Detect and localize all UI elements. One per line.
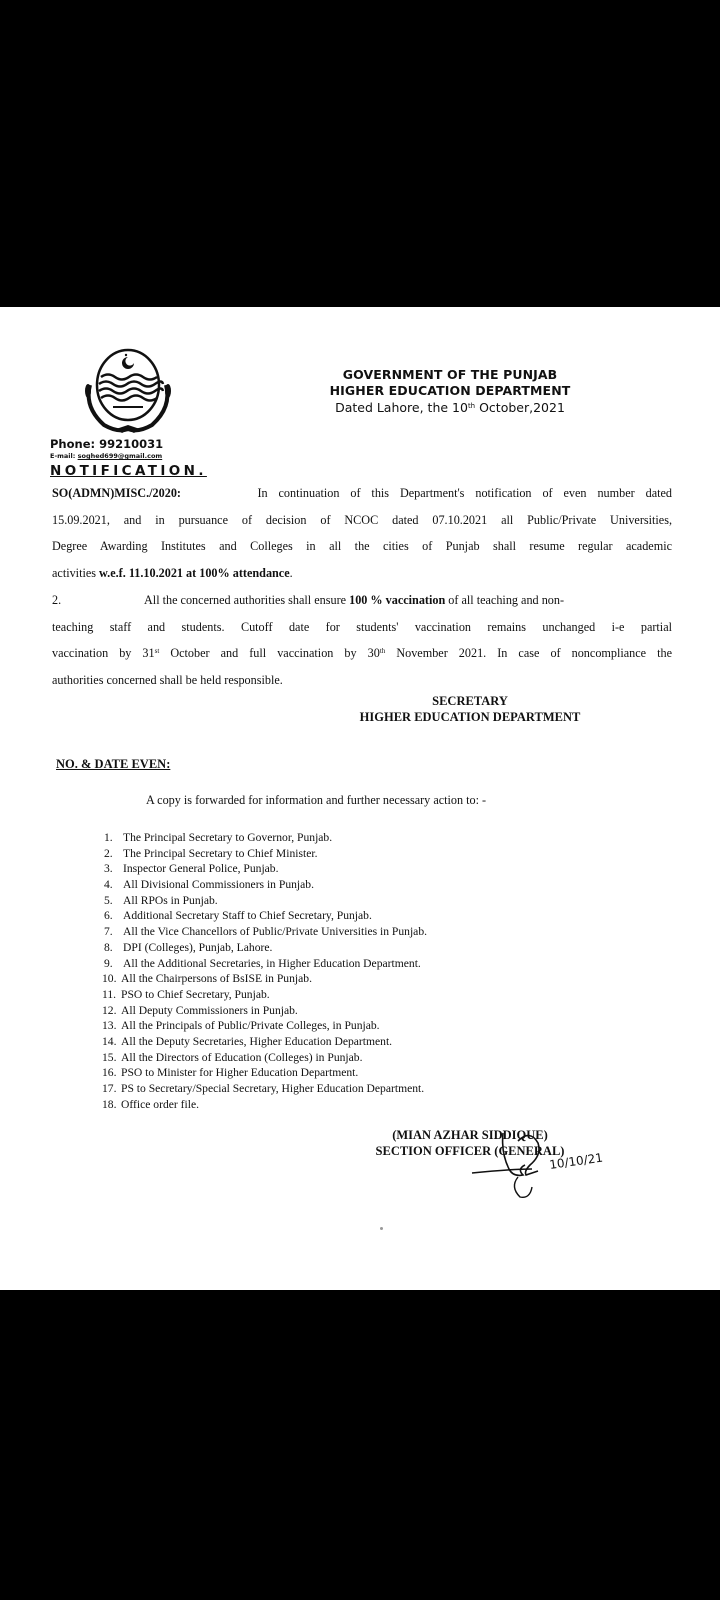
signatory-block [350,1127,590,1159]
dated-prefix: Dated Lahore, the 10 [335,400,468,415]
para1-line1 [52,480,672,507]
recipient-number: 8. [104,940,113,954]
recipient-number: 16. [102,1066,117,1080]
recipient-text: Inspector General Police, Punjab. [123,862,279,876]
recipient-number: 11. [102,987,117,1001]
recipient-item [104,1065,427,1081]
recipient-item [104,1003,427,1019]
recipient-number: 7. [104,925,113,939]
recipient-list [104,830,427,1112]
email-link[interactable]: soghed699@gmail.com [77,452,163,460]
recipient-item [104,924,427,940]
letterhead-department: HIGHER EDUCATION DEPARTMENT [329,383,571,398]
recipient-number: 12. [102,1003,117,1017]
para2-line4: authorities concerned shall be held responsible. [52,672,283,687]
para2-line3 [52,640,672,667]
para1-line3: Degree Awarding Institutes and Colleges in all the cities of Punjab shall resume regular academic [52,539,672,553]
para2-line1 [52,587,672,614]
para2-sup1: st [154,647,160,655]
recipient-item [104,956,427,972]
recipient-item [104,1081,427,1097]
recipient-number: 17. [102,1082,117,1095]
signatory-name: (MIAN AZHAR SIDDIQUE) [392,1128,548,1142]
signatory-title: SECTION OFFICER (GENERAL) [375,1144,565,1158]
recipient-item [104,893,427,909]
phone-number: Phone: 99210031 [50,437,164,451]
recipient-item [104,877,427,893]
email-label: E-mail: [50,452,78,460]
recipient-item [104,861,427,877]
recipient-text: All the Vice Chancellors of Public/Private Universities in Punjab. [123,925,428,939]
notification-title: NOTIFICATION. [50,463,207,479]
para1-line4-plain: activities [52,565,100,580]
para2-line3-c: November 2021. In case of noncompliance the [385,646,673,660]
recipient-item [104,1034,427,1050]
recipient-item [104,830,427,846]
recipient-number: 4. [104,878,113,892]
para2-line3-a: vaccination by 31 [52,646,155,660]
dated-line [300,399,600,417]
recipient-item [104,846,427,862]
recipient-text: All the Principals of Public/Private Colleges, in Punjab. [121,1019,380,1033]
punjab-emblem-logo [76,345,180,437]
para1-line4-end: . [289,565,293,580]
paragraph-2 [52,587,672,693]
recipient-number: 10. [102,972,117,986]
recipient-text: All the Deputy Secretaries, Higher Education Department. [121,1034,393,1048]
secretary-department: HIGHER EDUCATION DEPARTMENT [359,710,581,724]
recipient-text: All Divisional Commissioners in Punjab. [123,878,314,892]
letterhead [300,367,600,417]
recipient-text: All RPOs in Punjab. [123,893,218,907]
paragraph-1 [52,480,672,586]
recipient-text: DPI (Colleges), Punjab, Lahore. [123,940,273,954]
para2-line3-b: October and full vaccination by 30 [159,646,380,660]
recipient-text: All the Chairpersons of BsISE in Punjab. [121,972,312,986]
copy-forwarded-text: A copy is forwarded for information and further necessary action to: - [146,793,487,807]
secretary-block [320,693,620,725]
recipient-text: Additional Secretary Staff to Chief Secretary, Punjab. [123,909,372,923]
para2-line1-a: All the concerned authorities shall ensure [144,593,350,607]
recipient-item [104,908,427,924]
recipient-item [104,1018,427,1034]
secretary-title: SECRETARY [432,694,508,708]
recipient-number: 9. [104,956,113,970]
para1-line1-text: In continuation of this Department's notification of even number dated [257,486,672,500]
para2-number: 2. [52,593,62,607]
recipient-text: Office order file. [121,1097,200,1111]
recipient-text: All the Directors of Education (Colleges) in Punjab. [121,1050,363,1064]
recipient-item [104,1097,427,1113]
recipient-number: 6. [104,909,113,923]
recipient-text: The Principal Secretary to Governor, Punjab. [123,831,333,844]
signature-date: 10/10/21 [548,1150,604,1172]
recipient-text: All Deputy Commissioners in Punjab. [121,1003,298,1017]
reference-number: SO(ADMN)MISC./2020: [52,486,181,500]
dated-sup: th [467,402,476,410]
recipient-number: 2. [104,846,113,860]
recipient-item [104,987,427,1003]
recipient-text: PSO to Minister for Higher Education Department. [121,1066,359,1080]
recipient-number: 14. [102,1034,117,1048]
no-and-date-even: NO. & DATE EVEN: [56,757,171,771]
para1-line2: 15.09.2021, and in pursuance of decision of NCOC dated 07.10.2021 all Public/Private Universities, [52,512,672,527]
recipient-text: PS to Secretary/Special Secretary, Higher Education Department. [121,1082,425,1095]
recipient-item [104,940,427,956]
recipient-text: The Principal Secretary to Chief Minister. [123,846,318,860]
recipient-number: 15. [102,1050,117,1064]
recipient-number: 18. [102,1097,117,1111]
speck [380,1227,383,1230]
recipient-number: 13. [102,1019,117,1033]
para2-line1-b: of all teaching and non- [445,593,565,607]
recipient-number: 3. [104,862,113,876]
recipient-item [104,1050,427,1066]
recipient-number: 1. [104,831,113,844]
document-page [0,307,720,1290]
recipient-text: PSO to Chief Secretary, Punjab. [121,987,270,1001]
email-line [50,452,162,460]
recipient-number: 5. [104,893,113,907]
dated-suffix: October,2021 [475,400,565,415]
recipient-item [104,971,427,987]
letterhead-government: GOVERNMENT OF THE PUNJAB [342,367,558,382]
para2-line1-bold: 100 % vaccination [349,593,446,607]
recipient-text: All the Additional Secretaries, in Higher Education Department. [123,956,421,970]
para2-sup2: th [379,647,386,655]
para1-line4 [52,560,672,587]
para2-line2: teaching staff and students. Cutoff date for students' vaccination remains unchanged i-e partial [52,619,672,634]
para1-line4-bold: w.e.f. 11.10.2021 at 100% attendance [99,565,290,580]
